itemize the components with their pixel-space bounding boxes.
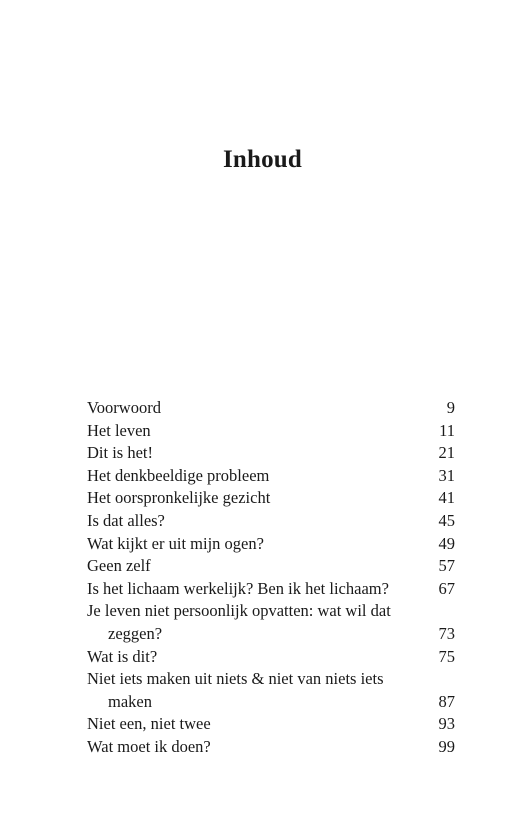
toc-entry-title-line: Niet iets maken uit niets & niet van niets iets (87, 669, 384, 689)
toc-entry (87, 487, 455, 510)
toc-entry-title (87, 578, 429, 601)
toc-entry (87, 668, 455, 713)
toc-entry-page-number: 21 (438, 443, 455, 463)
toc-entry-title-line: Is het lichaam werkelijk? Ben ik het lichaam? (87, 578, 389, 598)
toc-entry-page-number: 75 (438, 646, 455, 666)
table-of-contents (87, 397, 455, 759)
toc-entry-title-line: Het leven (87, 420, 151, 440)
toc-entry-title (87, 442, 429, 465)
toc-entry-title-line: Dit is het! (87, 443, 153, 463)
toc-entry-page-number: 45 (438, 510, 455, 530)
toc-entry-title (87, 397, 429, 420)
toc-entry (87, 510, 455, 533)
toc-entry-title (87, 555, 429, 578)
toc-entry (87, 442, 455, 465)
toc-entry-page-number: 9 (446, 398, 455, 417)
toc-entry-title (87, 646, 429, 669)
toc-entry-title-line: Voorwoord (87, 398, 161, 417)
toc-entry-title-line: zeggen? (108, 623, 163, 643)
toc-entry-title-line: Geen zelf (87, 556, 151, 576)
toc-entry (87, 420, 455, 443)
toc-entry-title (87, 420, 429, 443)
toc-entry (87, 646, 455, 669)
toc-entry-title (87, 713, 429, 736)
toc-entry-title-line: Wat is dit? (87, 646, 158, 666)
toc-entry-page-number: 73 (438, 623, 455, 643)
toc-entry-page-number: 99 (438, 736, 455, 756)
toc-entry-title (87, 533, 429, 556)
toc-entry-title (87, 736, 429, 759)
toc-entry-title (87, 600, 429, 645)
toc-entry (87, 713, 455, 736)
toc-entry (87, 600, 455, 645)
toc-entry-title-line: Wat moet ik doen? (87, 736, 211, 756)
toc-entry-page-number: 57 (438, 556, 455, 576)
toc-entry (87, 397, 455, 420)
toc-entry-title-line: Je leven niet persoonlijk opvatten: wat wil dat (87, 601, 391, 621)
toc-entry-title-line: Het denkbeeldige probleem (87, 465, 270, 485)
toc-entry-page-number: 49 (438, 533, 455, 553)
toc-entry-page-number: 93 (438, 714, 455, 734)
toc-entry-title (87, 510, 429, 533)
toc-entry (87, 736, 455, 759)
toc-entry-title-line: Wat kijkt er uit mijn ogen? (87, 533, 264, 553)
toc-entry-page-number: 67 (438, 578, 455, 598)
toc-entry-title-line: Niet een, niet twee (87, 714, 211, 734)
toc-entry-title-line: Is dat alles? (87, 510, 165, 530)
toc-entry-title (87, 465, 429, 488)
toc-entry-title (87, 668, 429, 713)
toc-entry-title-line: maken (108, 691, 152, 711)
toc-entry-page-number: 87 (438, 691, 455, 711)
page-title: Inhoud (222, 146, 303, 173)
toc-entry (87, 465, 455, 488)
toc-entry-page-number: 11 (439, 420, 455, 440)
toc-entry (87, 578, 455, 601)
toc-entry (87, 533, 455, 556)
toc-entry-page-number: 31 (438, 465, 455, 485)
toc-entry (87, 555, 455, 578)
toc-entry-title (87, 487, 429, 510)
toc-entry-page-number: 41 (438, 488, 455, 508)
toc-entry-title-line: Het oorspronkelijke gezicht (87, 488, 271, 508)
